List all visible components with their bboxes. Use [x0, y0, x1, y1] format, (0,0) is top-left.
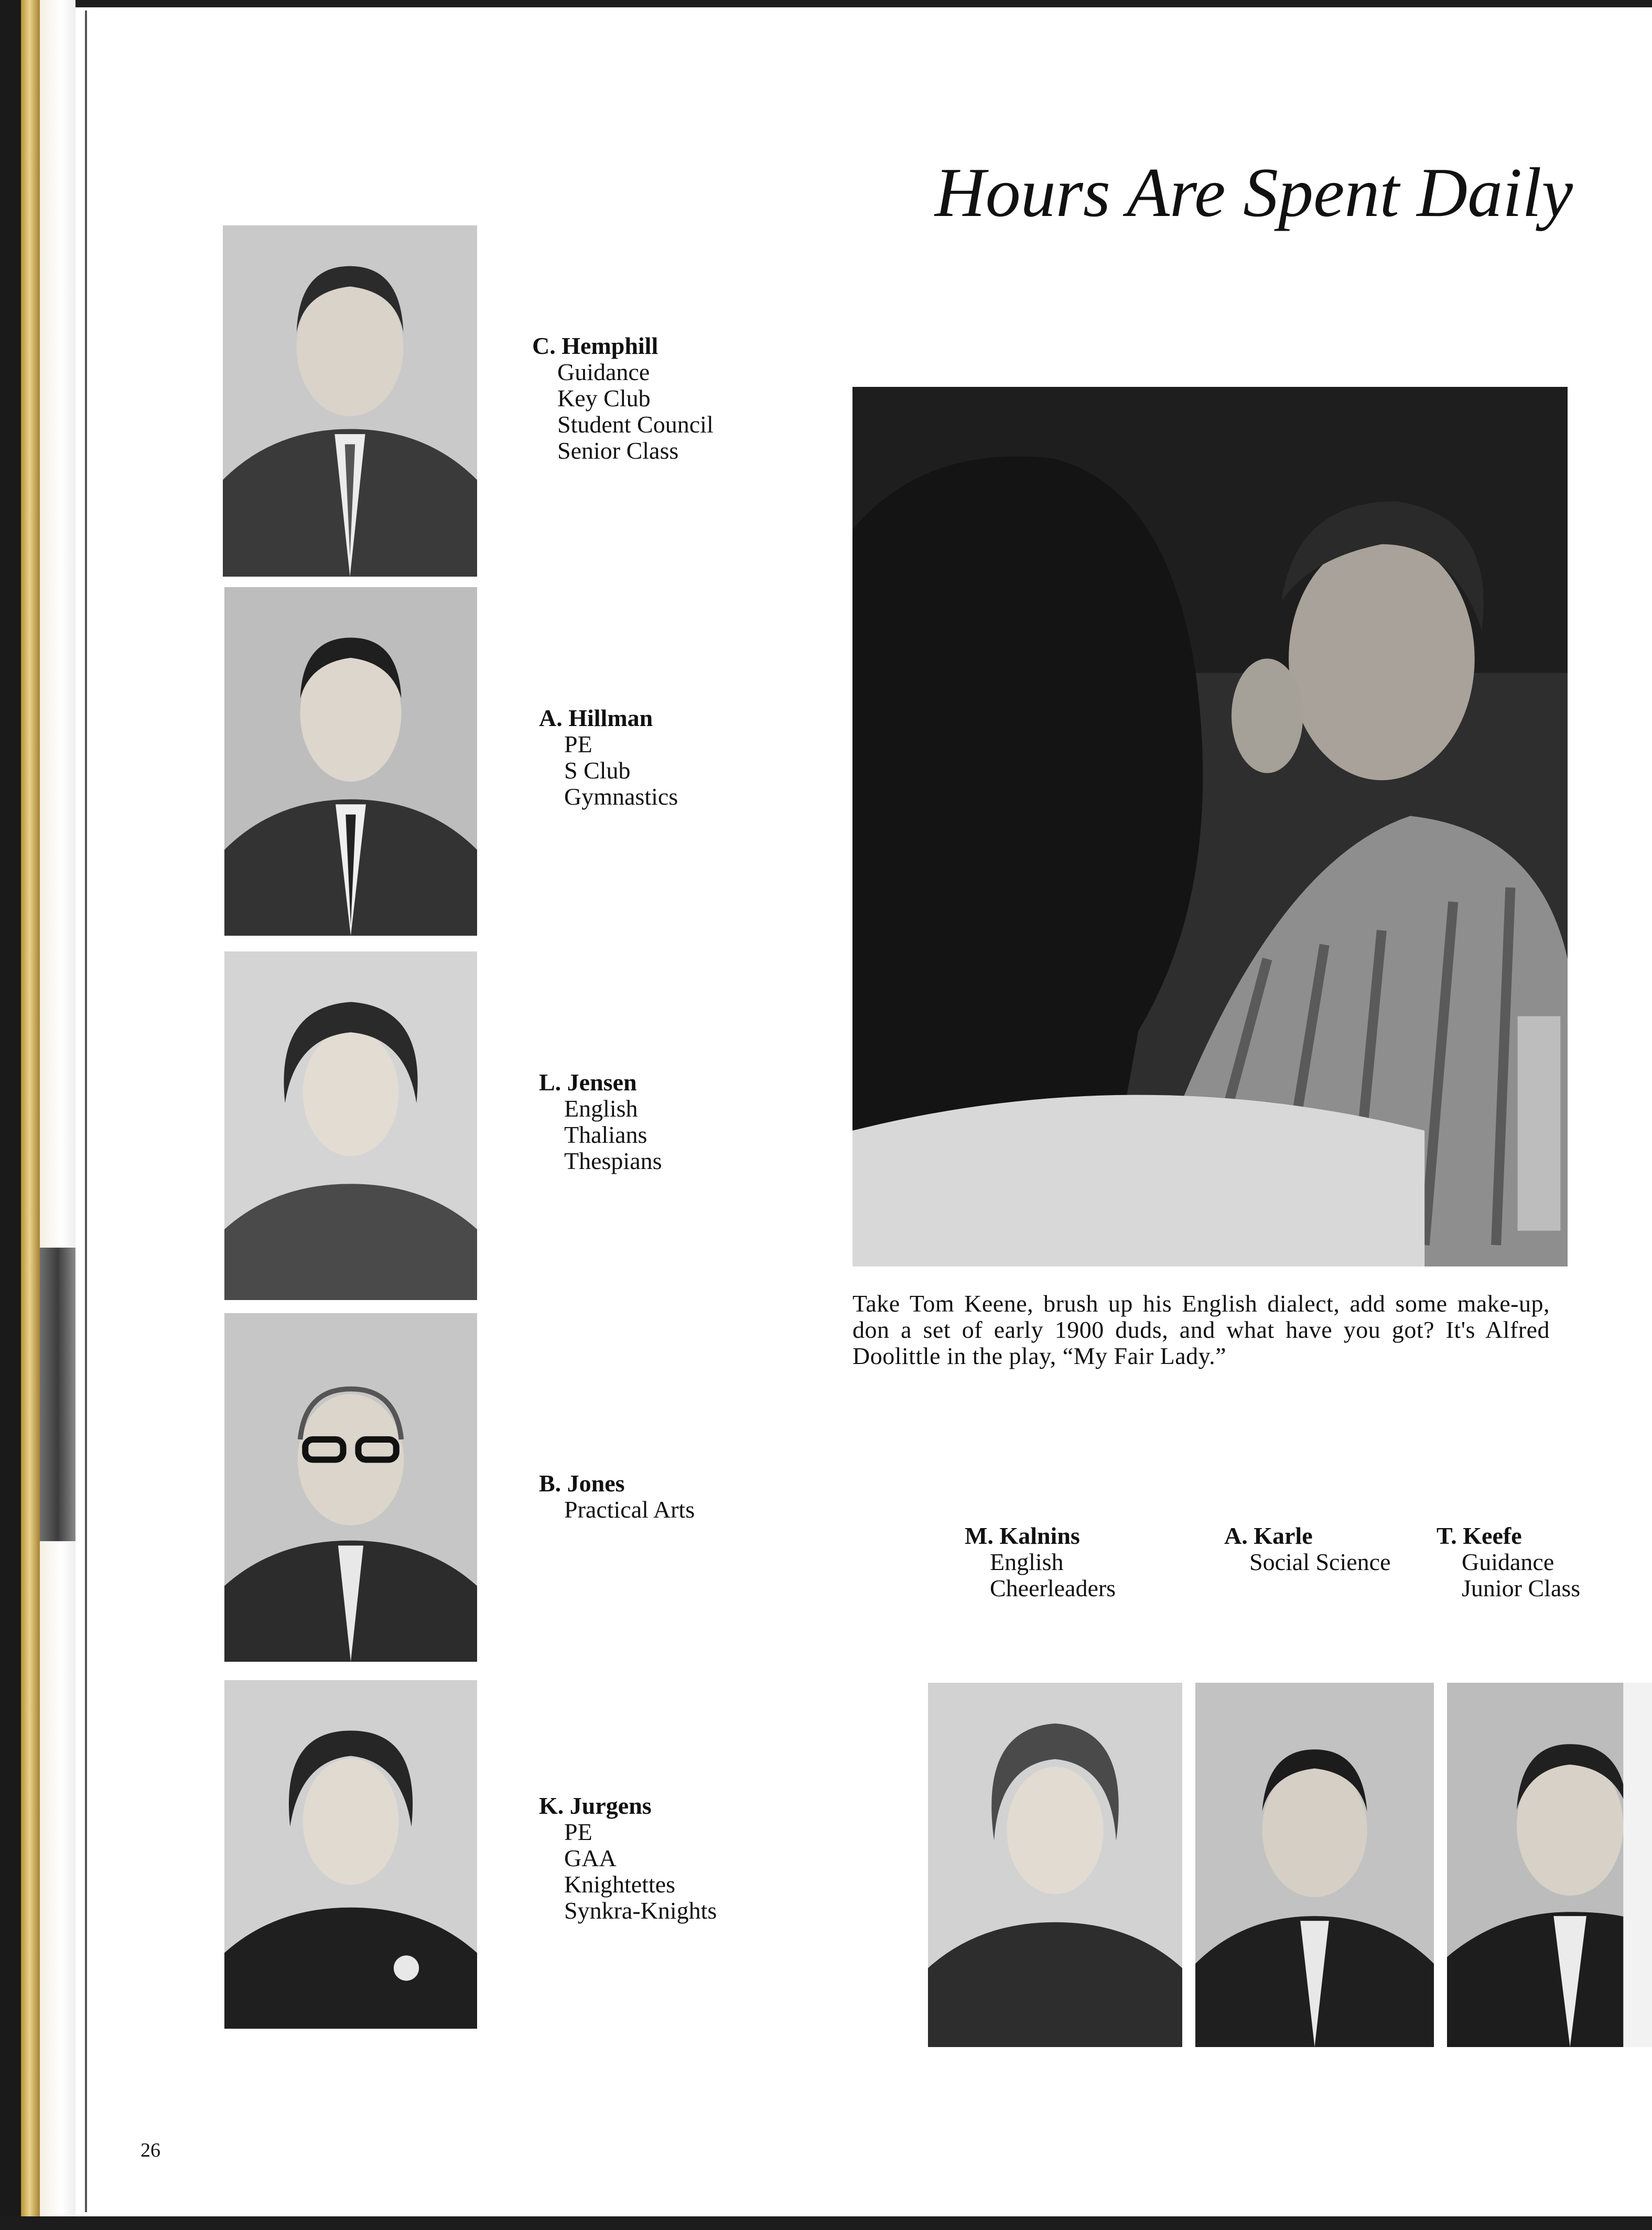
- faculty-jones: [539, 1470, 695, 1523]
- facing-page-edge: [40, 1248, 75, 1541]
- binding-edge: [0, 0, 21, 2230]
- faculty-keefe: [1437, 1523, 1646, 1601]
- faculty-role: Thalians: [564, 1121, 647, 1148]
- faculty-role: Cheerleaders: [990, 1575, 1116, 1601]
- faculty-role: English: [990, 1549, 1064, 1575]
- faculty-role: English: [564, 1095, 638, 1122]
- portrait-jensen: [224, 951, 477, 1300]
- faculty-role: Junior Class: [1462, 1575, 1581, 1601]
- portrait-hemphill: [223, 225, 477, 577]
- faculty-karle: [1224, 1523, 1391, 1575]
- feature-photo-makeup: [852, 387, 1568, 1266]
- faculty-role: Practical Arts: [564, 1496, 695, 1523]
- faculty-name: B. Jones: [539, 1470, 625, 1497]
- faculty-role: Gymnastics: [564, 783, 678, 810]
- portrait-karle: [1195, 1683, 1434, 2047]
- binding-gold-strip: [21, 0, 40, 2230]
- portrait-kalnins: [928, 1683, 1182, 2047]
- faculty-name: T. Keefe: [1437, 1523, 1522, 1549]
- faculty-name: L. Jensen: [539, 1069, 637, 1096]
- top-edge: [0, 0, 1652, 7]
- faculty-role: GAA: [564, 1845, 617, 1871]
- faculty-role: Senior Class: [557, 437, 679, 464]
- faculty-role: Guidance: [557, 359, 650, 385]
- faculty-role: PE: [564, 731, 592, 757]
- faculty-name: M. Kalnins: [965, 1522, 1080, 1549]
- faculty-hemphill: [532, 333, 714, 464]
- faculty-role: Social Science: [1249, 1549, 1391, 1575]
- faculty-role: Thespians: [564, 1148, 662, 1174]
- faculty-name: A. Karle: [1224, 1522, 1313, 1549]
- faculty-role: Knightettes: [564, 1871, 676, 1898]
- faculty-role: S Club: [564, 757, 631, 784]
- faculty-jurgens: [539, 1793, 717, 1924]
- page-number: 26: [141, 2139, 160, 2161]
- faculty-name: A. Hillman: [539, 705, 653, 731]
- faculty-kalnins: [965, 1523, 1116, 1601]
- faculty-role: Guidance: [1462, 1549, 1554, 1575]
- gutter-line: [85, 10, 87, 2212]
- feature-photo-caption: Take Tom Keene, brush up his English dialect, add some make-up, don a set of early 1900 duds, and what have you got? It's Alfred Doolittle in the play, “My Fair Lady.”: [852, 1290, 1550, 1369]
- portrait-jurgens: [224, 1680, 477, 2029]
- page-headline: Hours Are Spent Daily: [934, 154, 1573, 231]
- faculty-name: C. Hemphill: [532, 332, 658, 359]
- portrait-hillman: [224, 587, 477, 936]
- faculty-role: Synkra-Knights: [564, 1897, 717, 1924]
- bottom-edge: [0, 2216, 1652, 2230]
- faculty-role: Key Club: [557, 385, 651, 412]
- faculty-name: K. Jurgens: [539, 1792, 652, 1819]
- portrait-keefe: [1447, 1683, 1652, 2047]
- faculty-role: Student Council: [557, 411, 714, 438]
- binding-inner: [40, 0, 75, 2230]
- faculty-role: PE: [564, 1818, 592, 1845]
- faculty-jensen: [539, 1069, 662, 1174]
- faculty-hillman: [539, 705, 678, 810]
- portrait-jones: [224, 1313, 477, 1662]
